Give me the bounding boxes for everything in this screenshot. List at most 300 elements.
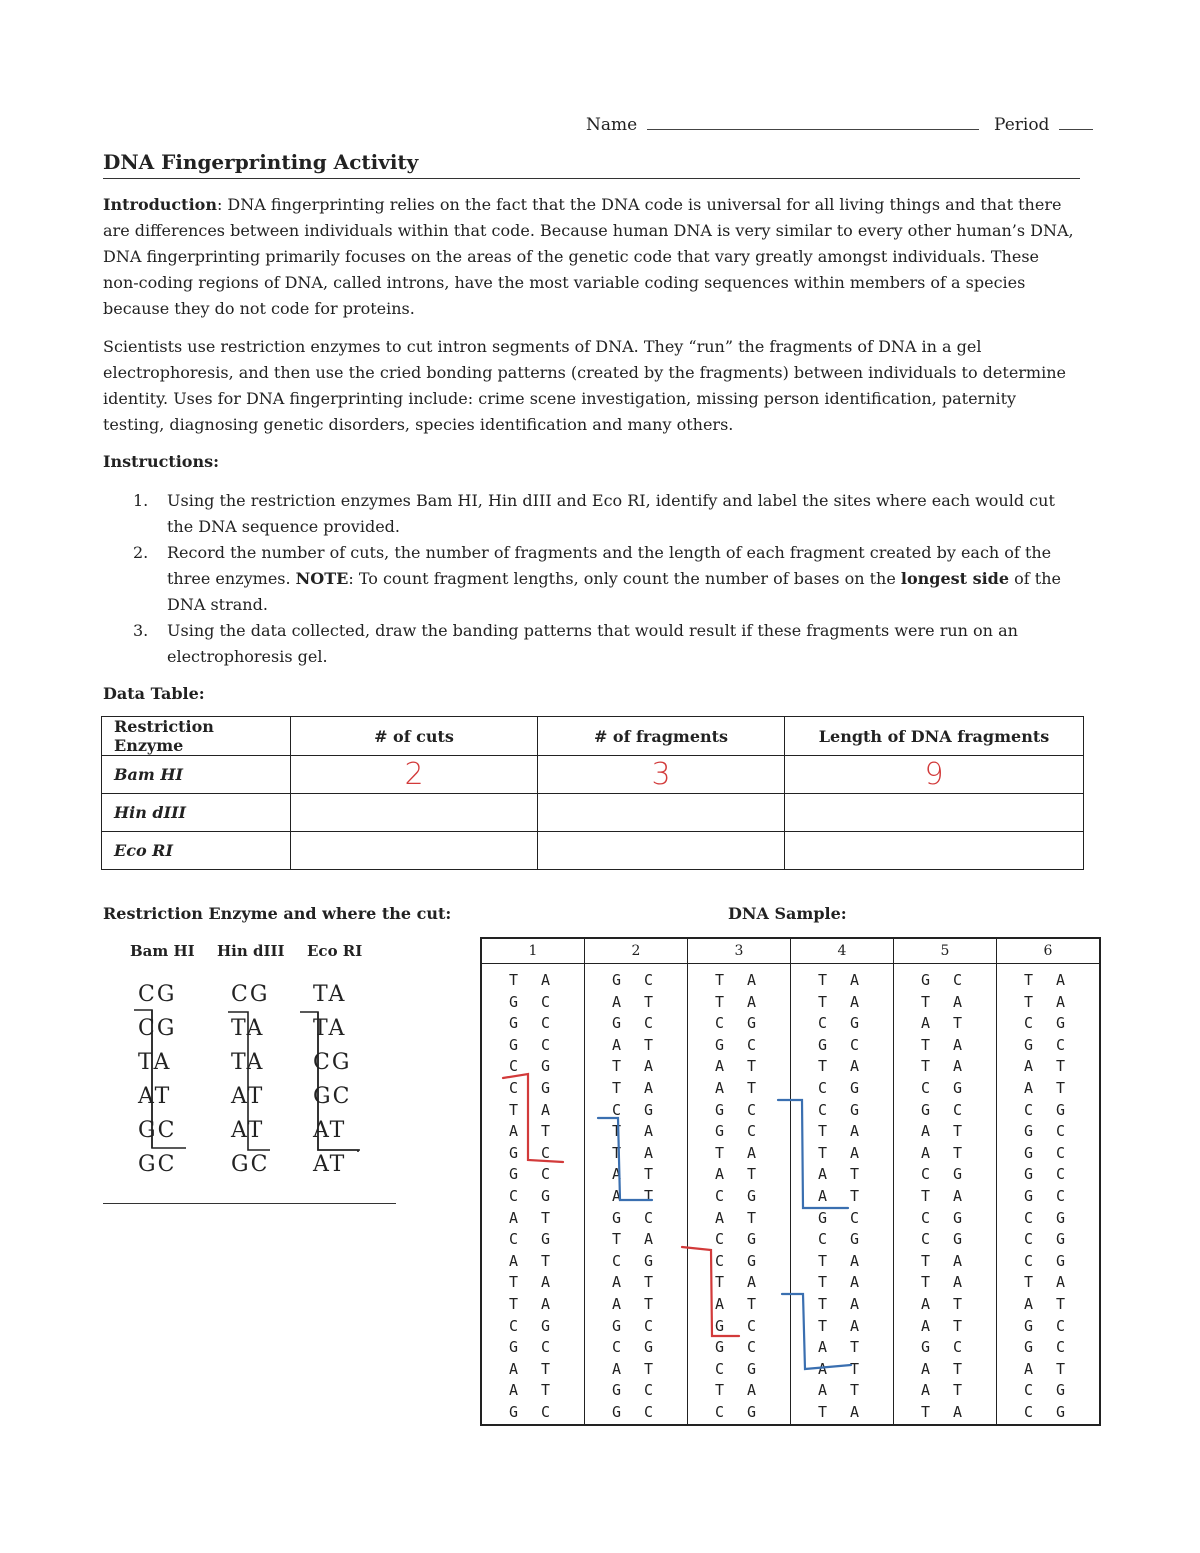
- base-right: G: [541, 1057, 551, 1076]
- lengths-cell[interactable]: 9: [785, 756, 1084, 794]
- base-left: C: [818, 1014, 828, 1033]
- base-pair-row: [998, 1337, 1098, 1359]
- base-right: G: [953, 1078, 963, 1097]
- base-pair-row: [895, 1186, 995, 1208]
- instruction-2-mid: : To count fragment lengths, only count the number of bases on the: [348, 569, 901, 588]
- base-right: G: [953, 1208, 963, 1227]
- base-left: T: [715, 1381, 725, 1400]
- base-left: T: [1024, 992, 1034, 1011]
- base-right: C: [747, 1338, 757, 1357]
- dna-sample-table: [480, 937, 1101, 1426]
- base-pair-row: [483, 1251, 583, 1273]
- base-pair-row: [586, 1121, 686, 1143]
- base-left: C: [1024, 1251, 1034, 1270]
- base-right: A: [644, 1122, 654, 1141]
- base-left: A: [818, 1165, 828, 1184]
- base-left: C: [1024, 1014, 1034, 1033]
- base-right: A: [1056, 971, 1066, 989]
- base-left: C: [715, 1402, 725, 1421]
- base-left: A: [818, 1381, 828, 1400]
- base-right: A: [1056, 992, 1066, 1011]
- base-pair-row: [483, 1100, 583, 1122]
- base-pair-row: [895, 1380, 995, 1402]
- base-left: T: [612, 1057, 622, 1076]
- base-pair: AT: [138, 1084, 172, 1109]
- base-right: T: [747, 1165, 757, 1184]
- cuts-cell[interactable]: [291, 794, 538, 832]
- base-pair-row: [586, 1164, 686, 1186]
- base-right: T: [644, 992, 654, 1011]
- base-left: G: [921, 971, 931, 989]
- base-left: A: [612, 1035, 622, 1054]
- base-pair-row: [792, 1380, 892, 1402]
- base-pair-row: [689, 1402, 789, 1424]
- base-pair-row: [998, 992, 1098, 1014]
- column-header: Restriction Enzyme: [102, 717, 291, 756]
- base-pair: TA: [138, 1050, 172, 1075]
- instructions-heading: Instructions:: [103, 452, 220, 471]
- base-pair-row: [998, 1316, 1098, 1338]
- base-pair-row: [586, 992, 686, 1014]
- base-right: C: [541, 1165, 551, 1184]
- base-pair-row: [586, 1380, 686, 1402]
- base-right: A: [850, 1273, 860, 1292]
- base-right: C: [541, 1035, 551, 1054]
- base-right: C: [541, 992, 551, 1011]
- base-pair-row: [792, 1186, 892, 1208]
- base-pair-row: [586, 970, 686, 992]
- base-left: A: [509, 1359, 519, 1378]
- base-pair-row: [483, 1186, 583, 1208]
- base-pair-row: [998, 1272, 1098, 1294]
- base-pair-row: [998, 970, 1098, 992]
- base-left: G: [509, 1165, 519, 1184]
- base-pair-row: [998, 1100, 1098, 1122]
- instruction-2-pre: Record the number of cuts, the number of fragments and the length of each fragment created by each of the three enzymes.: [167, 543, 1052, 588]
- base-right: A: [850, 1402, 860, 1421]
- base-pair-row: [586, 1402, 686, 1424]
- base-pair-row: [483, 992, 583, 1014]
- instruction-number: 3.: [133, 621, 149, 640]
- base-right: A: [850, 992, 860, 1011]
- base-right: A: [747, 992, 757, 1011]
- base-left: C: [921, 1078, 931, 1097]
- base-left: G: [509, 1338, 519, 1357]
- fragments-cell[interactable]: [538, 794, 785, 832]
- base-pair-row: [792, 1251, 892, 1273]
- base-left: A: [1024, 1359, 1034, 1378]
- base-pair: GC: [313, 1084, 352, 1109]
- base-right: A: [541, 1100, 551, 1119]
- base-right: A: [541, 1273, 551, 1292]
- base-pair-row: [586, 1056, 686, 1078]
- base-right: C: [644, 1014, 654, 1033]
- intro-label: Introduction: [103, 195, 217, 214]
- base-right: T: [953, 1122, 963, 1141]
- instruction-2-bold: longest side: [900, 569, 1010, 588]
- base-pair-row: [792, 1337, 892, 1359]
- table-row: [102, 832, 1084, 870]
- base-pair-row: [483, 1337, 583, 1359]
- base-pair-row: [792, 1035, 892, 1057]
- base-right: G: [1056, 1014, 1066, 1033]
- base-right: G: [644, 1338, 654, 1357]
- base-left: C: [921, 1165, 931, 1184]
- base-pair-row: [689, 1294, 789, 1316]
- base-pair-row: [998, 1143, 1098, 1165]
- base-left: A: [509, 1251, 519, 1270]
- enzyme-cell: Eco RI: [102, 832, 291, 870]
- base-pair-row: [895, 1078, 995, 1100]
- base-left: T: [509, 1294, 519, 1313]
- base-pair: TA: [231, 1050, 265, 1075]
- base-pair: CG: [231, 982, 270, 1007]
- base-pair: GC: [138, 1118, 177, 1143]
- base-left: A: [921, 1316, 931, 1335]
- dna-sample-heading: DNA Sample:: [728, 904, 847, 923]
- base-left: G: [612, 1381, 622, 1400]
- base-right: C: [644, 1381, 654, 1400]
- base-left: C: [715, 1251, 725, 1270]
- base-pair-row: [689, 1229, 789, 1251]
- base-right: T: [644, 1294, 654, 1313]
- base-pair-row: [586, 1294, 686, 1316]
- base-left: G: [715, 1035, 725, 1054]
- base-pair-row: [483, 1380, 583, 1402]
- base-right: T: [541, 1208, 551, 1227]
- base-left: A: [921, 1381, 931, 1400]
- base-left: T: [818, 1294, 828, 1313]
- base-left: C: [715, 1186, 725, 1205]
- base-left: A: [715, 1165, 725, 1184]
- dna-column-header: 5: [894, 938, 997, 964]
- base-right: C: [1056, 1186, 1066, 1205]
- base-pair-row: [895, 1294, 995, 1316]
- base-pair-row: [998, 1208, 1098, 1230]
- base-pair-row: [792, 1402, 892, 1424]
- base-left: A: [921, 1122, 931, 1141]
- base-pair-row: [792, 1100, 892, 1122]
- base-right: G: [747, 1014, 757, 1033]
- base-left: G: [1024, 1316, 1034, 1335]
- base-left: T: [818, 1143, 828, 1162]
- base-pair-row: [689, 1121, 789, 1143]
- base-right: A: [850, 1122, 860, 1141]
- base-right: A: [644, 1078, 654, 1097]
- base-right: T: [850, 1165, 860, 1184]
- base-right: A: [541, 1294, 551, 1313]
- base-right: G: [1056, 1402, 1066, 1421]
- base-right: C: [747, 1316, 757, 1335]
- base-right: G: [541, 1186, 551, 1205]
- base-right: T: [644, 1359, 654, 1378]
- cuts-cell[interactable]: 2: [291, 756, 538, 794]
- base-right: C: [1056, 1316, 1066, 1335]
- base-pair: TA: [313, 982, 347, 1007]
- instruction-text: Using the restriction enzymes Bam HI, Hin dIII and Eco RI, identify and label the sites where each would cut the DNA sequence provided.: [167, 491, 1055, 536]
- base-pair-row: [895, 1035, 995, 1057]
- base-left: C: [1024, 1100, 1034, 1119]
- base-pair-row: [792, 1229, 892, 1251]
- base-left: A: [715, 1294, 725, 1313]
- base-pair-row: [689, 1143, 789, 1165]
- enzyme-sequence-ecori: [313, 978, 351, 1182]
- lengths-cell[interactable]: [785, 794, 1084, 832]
- base-left: A: [715, 1078, 725, 1097]
- base-pair-row: [689, 1251, 789, 1273]
- base-left: C: [612, 1251, 622, 1270]
- base-right: G: [1056, 1230, 1066, 1249]
- base-pair-row: [792, 970, 892, 992]
- base-pair-row: [586, 1316, 686, 1338]
- base-right: G: [1056, 1100, 1066, 1119]
- dna-column-6: [997, 964, 1101, 1426]
- base-right: C: [953, 1100, 963, 1119]
- base-left: T: [921, 1057, 931, 1076]
- base-left: T: [818, 1402, 828, 1421]
- base-left: G: [818, 1035, 828, 1054]
- base-pair: AT: [231, 1118, 265, 1143]
- base-pair-row: [895, 1229, 995, 1251]
- base-right: A: [1056, 1273, 1066, 1292]
- base-pair-row: [895, 1164, 995, 1186]
- base-pair-row: [895, 1251, 995, 1273]
- base-pair-row: [483, 1359, 583, 1381]
- base-left: C: [1024, 1230, 1034, 1249]
- base-left: T: [921, 1273, 931, 1292]
- base-right: T: [953, 1294, 963, 1313]
- base-left: G: [715, 1100, 725, 1119]
- base-right: A: [747, 1381, 757, 1400]
- base-right: C: [953, 971, 963, 989]
- dna-column-2: [585, 964, 688, 1426]
- paragraph-2: Scientists use restriction enzymes to cut intron segments of DNA. They “run” the fragments of DNA in a gel electrophoresis, and then use the cried bonding patterns (created by the fragments) between individuals to determine identity. Uses for DNA fingerprinting include: crime scene investigation, missing person identification, paternity testing, diagnosing genetic disorders, species identification and many others.: [103, 337, 1066, 434]
- base-right: T: [1056, 1359, 1066, 1378]
- enzyme-cell: Bam HI: [102, 756, 291, 794]
- base-left: A: [612, 1359, 622, 1378]
- instruction-text: Using the data collected, draw the banding patterns that would result if these fragments were run on an electrophoresis gel.: [167, 621, 1018, 666]
- base-right: C: [1056, 1143, 1066, 1162]
- base-pair-row: [483, 1035, 583, 1057]
- base-pair-row: [483, 1402, 583, 1424]
- base-left: T: [921, 1035, 931, 1054]
- base-right: T: [644, 1273, 654, 1292]
- base-left: C: [509, 1057, 519, 1076]
- base-right: T: [850, 1338, 860, 1357]
- base-pair-row: [792, 1078, 892, 1100]
- base-pair-row: [895, 992, 995, 1014]
- base-pair-row: [586, 1337, 686, 1359]
- base-right: G: [747, 1186, 757, 1205]
- intro-text: : DNA fingerprinting relies on the fact that the DNA code is universal for all living things and that there are differences between individuals within that code. Because human DNA is very similar to every other human’s DNA, DNA fingerprinting primarily focuses on the areas of the genetic code that vary greatly amongst individuals. These non-coding regions of DNA, called introns, have the most variable coding sequences within members of a species because they do not code for proteins.: [103, 195, 1074, 318]
- base-pair-row: [895, 1056, 995, 1078]
- base-left: A: [921, 1294, 931, 1313]
- base-right: G: [850, 1230, 860, 1249]
- base-left: A: [509, 1208, 519, 1227]
- cuts-cell[interactable]: [291, 832, 538, 870]
- base-left: T: [818, 1273, 828, 1292]
- base-left: A: [818, 1186, 828, 1205]
- base-pair: GC: [231, 1152, 270, 1177]
- base-left: T: [818, 1057, 828, 1076]
- base-left: A: [612, 1273, 622, 1292]
- base-left: T: [715, 971, 725, 989]
- base-pair-row: [998, 1078, 1098, 1100]
- base-pair-row: [998, 1359, 1098, 1381]
- base-pair-row: [689, 1186, 789, 1208]
- base-left: G: [509, 992, 519, 1011]
- base-pair-row: [689, 1272, 789, 1294]
- base-right: A: [850, 1294, 860, 1313]
- base-right: T: [953, 1316, 963, 1335]
- instruction-2-post: of the DNA strand.: [167, 569, 1061, 614]
- base-pair-row: [998, 1229, 1098, 1251]
- base-left: C: [612, 1100, 622, 1119]
- base-right: A: [850, 1143, 860, 1162]
- base-left: A: [921, 1014, 931, 1033]
- base-left: G: [1024, 1338, 1034, 1357]
- base-pair-row: [998, 1186, 1098, 1208]
- base-right: G: [541, 1230, 551, 1249]
- base-right: T: [1056, 1078, 1066, 1097]
- base-pair-row: [792, 1013, 892, 1035]
- base-right: C: [541, 1143, 551, 1162]
- base-left: T: [509, 971, 519, 989]
- base-pair-row: [689, 1359, 789, 1381]
- base-pair-row: [998, 1380, 1098, 1402]
- base-pair-row: [998, 1056, 1098, 1078]
- base-right: T: [644, 1165, 654, 1184]
- base-left: T: [715, 992, 725, 1011]
- base-pair-row: [895, 1359, 995, 1381]
- base-pair-row: [586, 1186, 686, 1208]
- instruction-number: 1.: [133, 491, 149, 510]
- base-pair-row: [483, 1121, 583, 1143]
- base-left: T: [921, 992, 931, 1011]
- base-left: T: [818, 1122, 828, 1141]
- base-pair-row: [895, 1402, 995, 1424]
- base-pair: TA: [231, 1016, 265, 1041]
- base-pair: CG: [138, 1016, 177, 1041]
- base-left: G: [612, 971, 622, 989]
- base-right: G: [644, 1251, 654, 1270]
- data-table: [101, 716, 1084, 870]
- enzyme-sequence-hindiii: [231, 978, 269, 1182]
- base-right: G: [953, 1230, 963, 1249]
- base-pair-row: [895, 1013, 995, 1035]
- base-left: G: [509, 1014, 519, 1033]
- table-header-row: [102, 717, 1084, 756]
- base-right: T: [644, 1035, 654, 1054]
- base-pair-row: [792, 1294, 892, 1316]
- base-left: G: [509, 1402, 519, 1421]
- base-right: T: [747, 1294, 757, 1313]
- base-pair-row: [998, 1035, 1098, 1057]
- base-right: C: [541, 1014, 551, 1033]
- enzyme-name-bamhi: Bam HI: [130, 942, 195, 960]
- base-left: A: [509, 1381, 519, 1400]
- base-right: A: [747, 1273, 757, 1292]
- base-pair-row: [895, 1272, 995, 1294]
- base-pair-row: [483, 1208, 583, 1230]
- base-right: T: [747, 1057, 757, 1076]
- base-right: C: [1056, 1165, 1066, 1184]
- fragments-cell[interactable]: 3: [538, 756, 785, 794]
- dna-column-5: [894, 964, 997, 1426]
- enzyme-name-ecori: Eco RI: [307, 942, 363, 960]
- name-blank[interactable]: [647, 113, 979, 130]
- base-pair-row: [483, 1013, 583, 1035]
- base-pair-row: [895, 1143, 995, 1165]
- base-left: A: [612, 1186, 622, 1205]
- base-right: A: [953, 1035, 963, 1054]
- base-pair-row: [998, 1294, 1098, 1316]
- base-pair-row: [895, 1100, 995, 1122]
- lengths-cell[interactable]: [785, 832, 1084, 870]
- base-pair-row: [586, 1272, 686, 1294]
- base-left: C: [715, 1230, 725, 1249]
- base-pair-row: [895, 1337, 995, 1359]
- base-left: A: [1024, 1078, 1034, 1097]
- dna-column-header: 6: [997, 938, 1101, 964]
- base-left: G: [612, 1402, 622, 1421]
- base-pair-row: [895, 1316, 995, 1338]
- page-title: DNA Fingerprinting Activity: [103, 150, 419, 174]
- base-right: G: [850, 1100, 860, 1119]
- base-pair: CG: [138, 982, 177, 1007]
- base-pair: AT: [313, 1152, 347, 1177]
- period-label: Period: [994, 115, 1050, 135]
- base-right: T: [1056, 1057, 1066, 1076]
- base-right: C: [953, 1338, 963, 1357]
- base-right: C: [644, 1316, 654, 1335]
- base-pair-row: [792, 1143, 892, 1165]
- base-left: G: [1024, 1165, 1034, 1184]
- base-right: T: [850, 1186, 860, 1205]
- base-left: G: [921, 1100, 931, 1119]
- base-left: G: [818, 1208, 828, 1227]
- base-left: A: [921, 1359, 931, 1378]
- base-pair: CG: [313, 1050, 352, 1075]
- base-right: T: [541, 1381, 551, 1400]
- base-left: C: [818, 1230, 828, 1249]
- base-left: T: [612, 1230, 622, 1249]
- base-pair-row: [689, 1316, 789, 1338]
- column-header: # of fragments: [538, 717, 785, 756]
- base-right: T: [541, 1251, 551, 1270]
- dna-header-row: [481, 938, 1100, 964]
- dna-column-1: [481, 964, 585, 1426]
- base-right: T: [747, 1208, 757, 1227]
- base-pair-row: [689, 1337, 789, 1359]
- base-pair-row: [998, 1164, 1098, 1186]
- base-pair-row: [792, 1164, 892, 1186]
- instruction-number: 2.: [133, 543, 149, 562]
- base-pair-row: [586, 1229, 686, 1251]
- period-blank[interactable]: [1059, 113, 1093, 130]
- base-left: A: [509, 1122, 519, 1141]
- base-pair-row: [586, 1251, 686, 1273]
- base-left: C: [612, 1338, 622, 1357]
- base-left: T: [612, 1078, 622, 1097]
- base-pair-row: [895, 970, 995, 992]
- base-right: G: [953, 1165, 963, 1184]
- base-right: T: [953, 1014, 963, 1033]
- base-right: T: [1056, 1294, 1066, 1313]
- dna-column-header: 1: [481, 938, 585, 964]
- fragments-cell[interactable]: [538, 832, 785, 870]
- base-pair-row: [586, 1035, 686, 1057]
